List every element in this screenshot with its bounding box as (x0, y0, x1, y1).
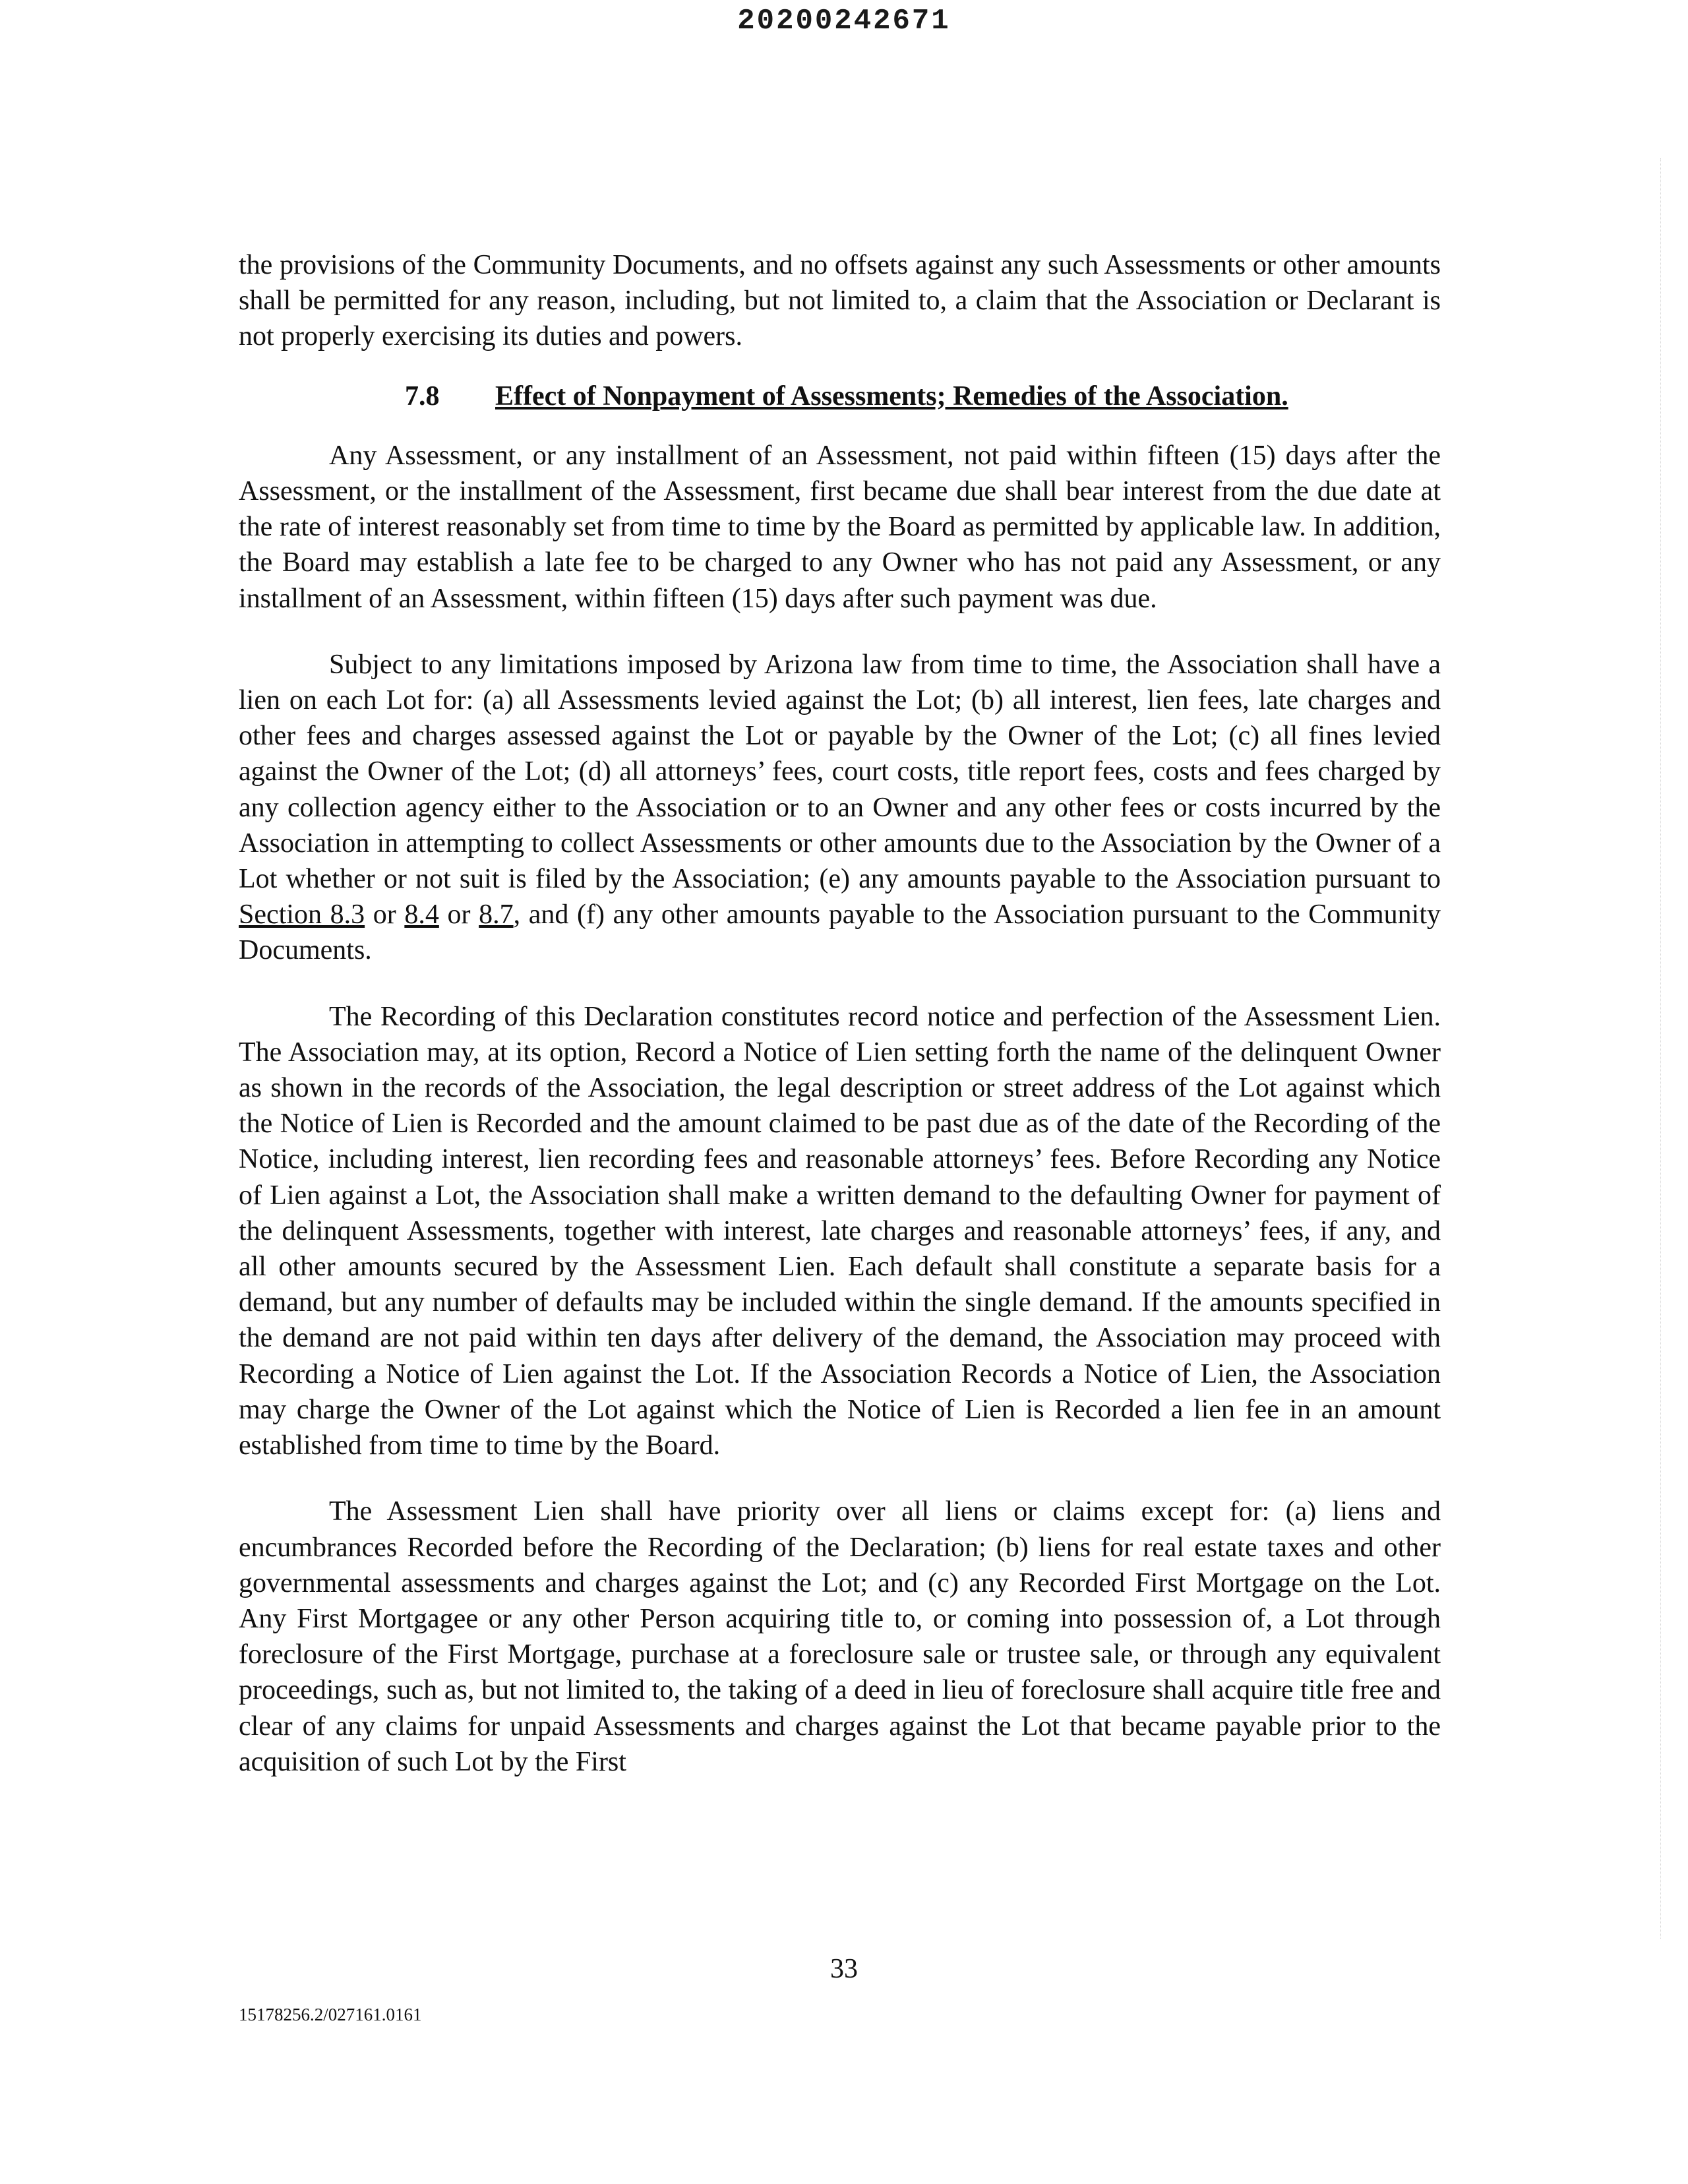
section-title: Effect of Nonpayment of Assessments; Remedies of the Association. (495, 380, 1288, 411)
section-reference-8-7: 8.7 (479, 899, 514, 930)
paragraph-continuation: the provisions of the Community Documents, and no offsets against any such Assessments or other amounts shall be permitted for any reason, including, but not limited to, a claim that the Association or Declarant is not properly exercising its duties and powers. (239, 250, 1441, 352)
document-id: 15178256.2/027161.0161 (239, 2005, 422, 2024)
document-body (239, 247, 1441, 1780)
paragraph-notice-of-lien: The Recording of this Declaration constitutes record notice and perfection of the Assessment Lien. The Association may, at its option, Record a Notice of Lien setting forth the name of the delinquent Owner as shown in the records of the Association, the legal description or street address of the Lot against which the Notice of Lien is Recorded and the amount claimed to be past due as of the date of the Recording of the Notice, including interest, lien recording fees and reasonable attorneys’ fees. Before Recording any Notice of Lien against a Lot, the Association shall make a written demand to the defaulting Owner for payment of the delinquent Assessments, together with interest, late charges and reasonable attorneys’ fees, if any, and all other amounts secured by the Assessment Lien. Each default shall constitute a separate basis for a demand, but any number of defaults may be included within the single demand. If the amounts specified in the demand are not paid within ten days after delivery of the demand, the Association may proceed with Recording a Notice of Lien against the Lot. If the Association Records a Notice of Lien, the Association may charge the Owner of the Lot against which the Notice of Lien is Recorded a lien fee in an amount established from time to time by the Board. (239, 1001, 1441, 1461)
paragraph-lien-priority: The Assessment Lien shall have priority over all liens or claims except for: (a) liens and encumbrances Recorded before the Recording of the Declaration; (b) liens for real estate taxes and other governmental assessments and charges against the Lot; and (c) any Recorded First Mortgage on the Lot. Any First Mortgagee or any other Person acquiring title to, or coming into possession of, a Lot through foreclosure of the First Mortgage, purchase at a foreclosure sale or trustee sale, or through any equivalent proceedings, such as, but not limited to, the taking of a deed in lieu of foreclosure shall acquire title free and clear of any claims for unpaid Assessments and charges against the Lot that became payable prior to the acquisition of such Lot by the First (239, 1496, 1441, 1777)
paragraph-late-interest: Any Assessment, or any installment of an Assessment, not paid within fifteen (15) days after the Assessment, or the installment of the Assessment, first became due shall bear interest from the due date at the rate of interest reasonably set from time to time by the Board as permitted by applicable law. In addition, the Board may establish a late fee to be charged to any Owner who has not paid any Assessment, or any installment of an Assessment, within fifteen (15) days after such payment was due. (239, 440, 1441, 614)
lien-scope-text-a: Subject to any limitations imposed by Arizona law from time to time, the Association shall have a lien on each Lot for: (a) all Assessments levied against the Lot; (b) all interest, lien fees, late charges and other fees and charges assessed against the Lot or payable by the Owner of the Lot; (c) all fines levied against the Owner of the Lot; (d) all attorneys’ fees, court costs, title report fees, costs and fees charged by any collection agency either to the Association or to an Owner and any other fees or costs incurred by the Association in attempting to collect Assessments or other amounts due to the Association by the Owner of a Lot whether or not suit is filed by the Association; (e) any amounts payable to the Association pursuant to (239, 649, 1441, 895)
paragraph-lien-scope (239, 647, 1441, 969)
page-number: 33 (830, 1954, 858, 1984)
lien-scope-text-b: or (365, 899, 405, 930)
lien-scope-text-c: or (438, 899, 479, 930)
section-reference-8-4: 8.4 (404, 899, 439, 930)
scan-edge-artifact (1660, 158, 1666, 1939)
lien-scope-text-d: , and (f) any other amounts payable to the Association pursuant to the Community Documents. (239, 899, 1441, 966)
section-reference-8-3: Section 8.3 (239, 899, 365, 930)
section-number: 7.8 (405, 380, 440, 411)
recording-number: 20200242671 (737, 5, 951, 38)
section-heading (239, 379, 1441, 414)
